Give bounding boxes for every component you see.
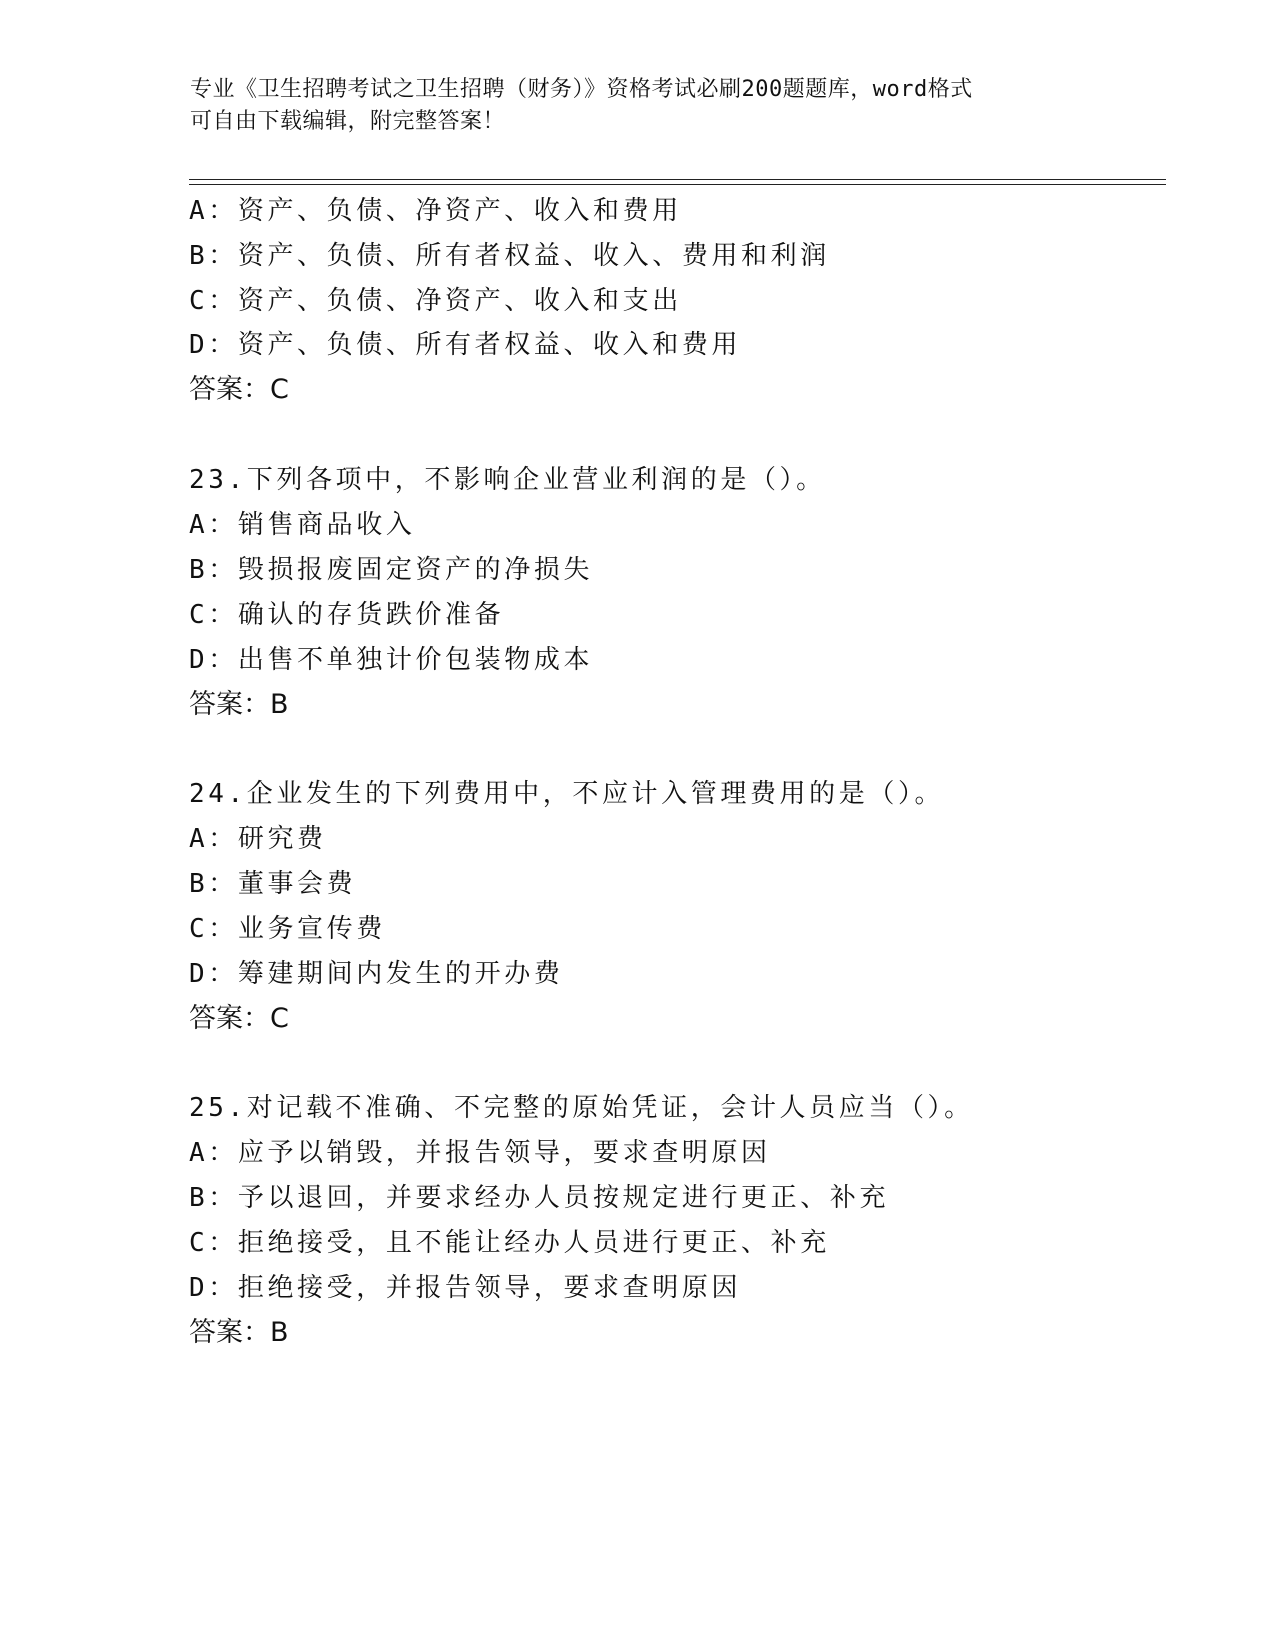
answer-line: 答案：B <box>189 689 289 720</box>
answer-line: 答案：B <box>189 1317 289 1348</box>
option-d: D：资产、负债、所有者权益、收入和费用 <box>189 330 742 360</box>
option-c: C：拒绝接受，且不能让经办人员进行更正、补充 <box>189 1228 830 1258</box>
option-b: B：毁损报废固定资产的净损失 <box>189 555 594 585</box>
option-a: A：资产、负债、净资产、收入和费用 <box>189 196 682 226</box>
header-rule-bottom <box>189 184 1166 185</box>
header-line-1: 专业《卫生招聘考试之卫生招聘（财务）》资格考试必刷200题题库，word格式 <box>190 77 973 102</box>
option-c: C：确认的存货跌价准备 <box>189 600 505 630</box>
option-c: C：业务宣传费 <box>189 914 386 944</box>
option-b: B：资产、负债、所有者权益、收入、费用和利润 <box>189 241 830 271</box>
option-a: A：应予以销毁，并报告领导，要求查明原因 <box>189 1138 771 1168</box>
question-stem: 25.对记载不准确、不完整的原始凭证，会计人员应当（）。 <box>189 1093 974 1123</box>
option-d: D：拒绝接受，并报告领导，要求查明原因 <box>189 1273 742 1303</box>
option-d: D：出售不单独计价包装物成本 <box>189 645 594 675</box>
header-line-2: 可自由下载编辑，附完整答案！ <box>190 109 506 134</box>
option-a: A：研究费 <box>189 824 327 854</box>
header-rule-top <box>189 179 1166 180</box>
option-c: C：资产、负债、净资产、收入和支出 <box>189 286 682 316</box>
option-b: B：董事会费 <box>189 869 357 899</box>
option-d: D：筹建期间内发生的开办费 <box>189 959 564 989</box>
option-a: A：销售商品收入 <box>189 510 416 540</box>
answer-line: 答案：C <box>189 374 289 405</box>
question-stem: 24.企业发生的下列费用中，不应计入管理费用的是（）。 <box>189 779 945 809</box>
question-stem: 23.下列各项中，不影响企业营业利润的是（）。 <box>189 465 826 495</box>
answer-line: 答案：C <box>189 1003 289 1034</box>
option-b: B：予以退回，并要求经办人员按规定进行更正、补充 <box>189 1183 890 1213</box>
page-header <box>190 74 1090 138</box>
